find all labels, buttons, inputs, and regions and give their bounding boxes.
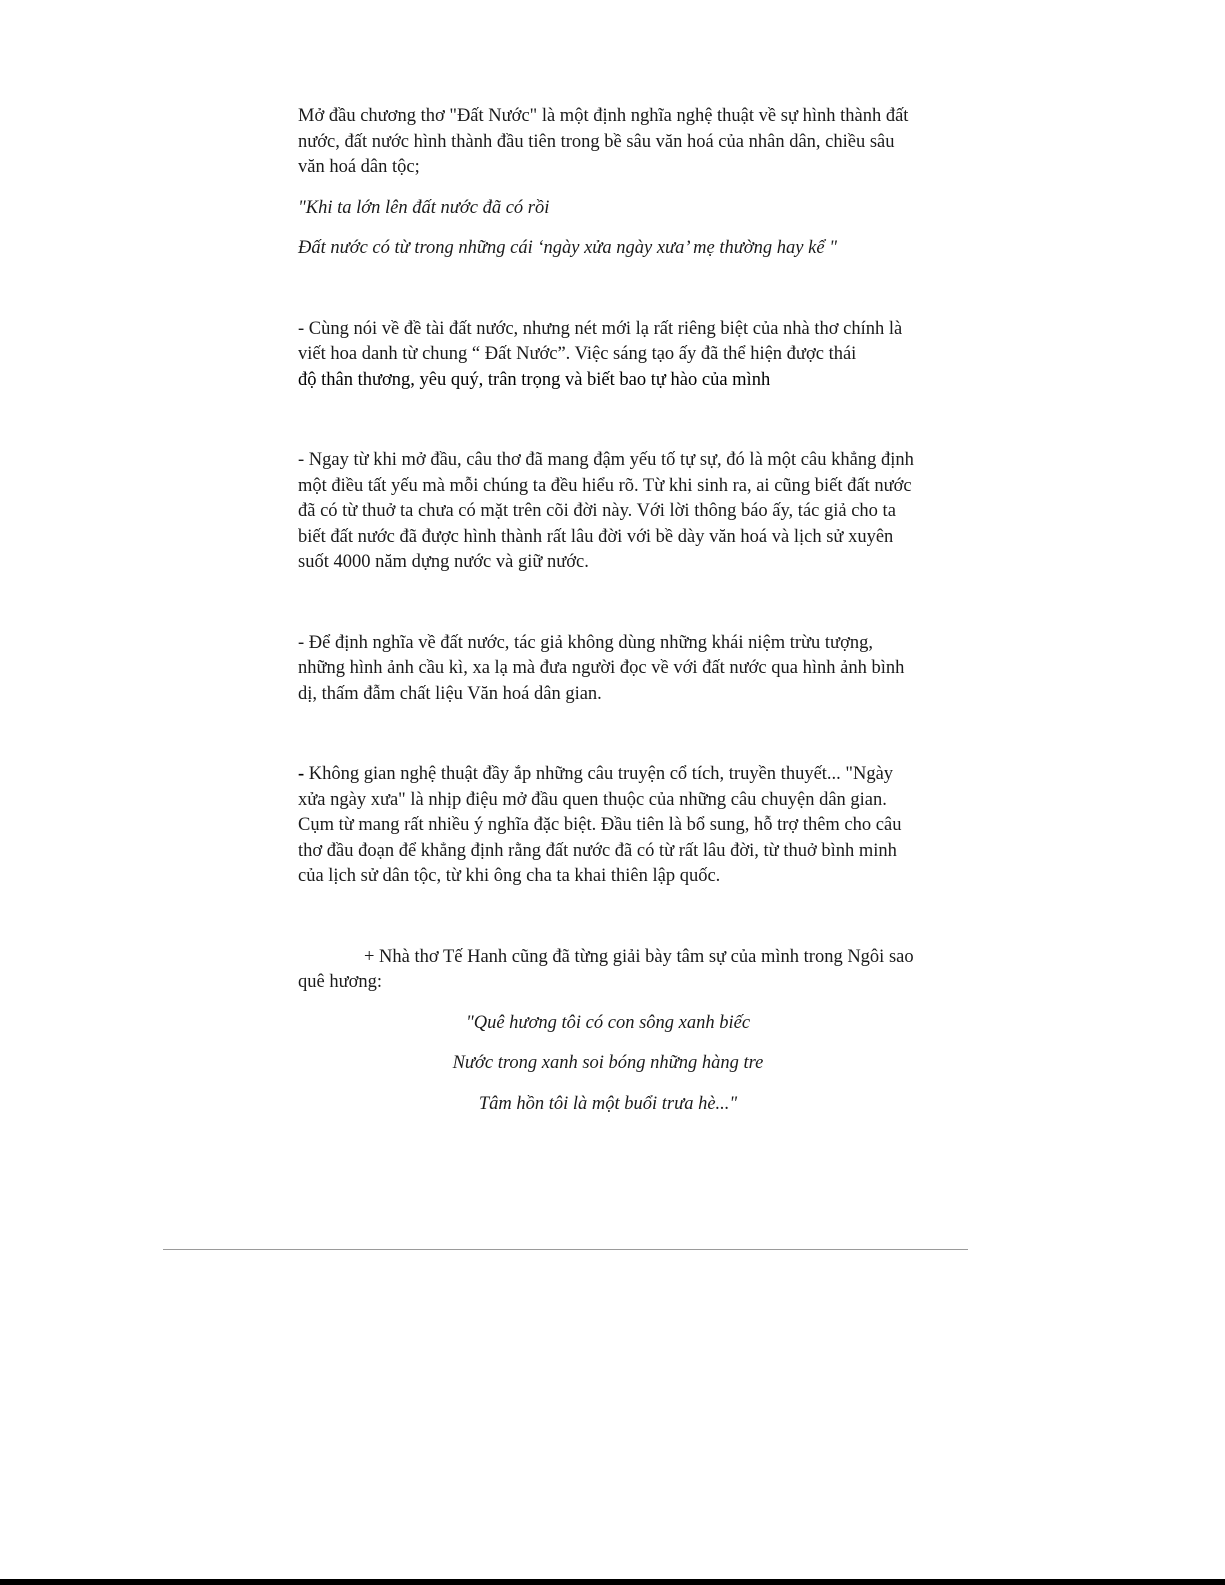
point-paragraph-end: độ thân thương, yêu quý, trân trọng và biết bao tự hào của mình [298,369,771,390]
point-paragraph [298,762,916,890]
document-body [298,104,938,1117]
point-paragraph: + Nhà thơ Tế Hanh cũng đã từng giải bày tâm sự của mình trong Ngôi sao quê hương: [298,946,914,992]
verse-line: "Khi ta lớn lên đất nước đã có rồi [298,197,550,218]
intro-paragraph: Mở đầu chương thơ "Đất Nước" là một định nghĩa nghệ thuật về sự hình thành đất nước, đất nước hình thành đầu tiên trong bề sâu văn hoá của nhân dân, chiều sâu văn hoá dân tộc; [298,106,909,177]
point-paragraph: - Ngay từ khi mở đầu, câu thơ đã mang đậm yếu tố tự sự, đó là một câu khẳng định một điều tất yếu mà mỗi chúng ta đều hiểu rõ. Từ khi sinh ra, ai cũng biết đất nước đã có từ thuở ta chưa có mặt trên cõi đời này. Với lời thông báo ấy, tác giả cho ta biết đất nước đã được hình thành rất lâu đời với bề dày văn hoá và lịch sử xuyên suốt 4000 năm dựng nước và giữ nước. [298,450,914,572]
point-text: Không gian nghệ thuật đầy ắp những câu truyện cổ tích, truyền thuyết... "Ngày xửa ngày xưa" là nhịp điệu mở đầu quen thuộc của những câu chuyện dân gian. Cụm từ mang rất nhiều ý nghĩa đặc biệt. Đầu tiên là bổ sung, hỗ trợ thêm cho câu thơ đầu đoạn để khẳng định rằng đất nước đã có từ rất lâu đời, từ thuở bình minh của lịch sử dân tộc, từ khi ông cha ta khai thiên lập quốc. [298,764,902,886]
bold-dash: - [298,764,305,784]
point-paragraph: - Để định nghĩa về đất nước, tác giả không dùng những khái niệm trừu tượng, những hình ảnh cầu kì, xa lạ mà đưa người đọc về với đất nước qua hình ảnh bình dị, thấm đẫm chất liệu Văn hoá dân gian. [298,632,905,704]
verse-line: Đất nước có từ trong những cái ‘ngày xửa ngày xưa’ mẹ thường hay kể " [298,238,837,258]
bottom-border [0,1579,1225,1585]
page-divider [163,1249,968,1250]
verse-line: Tâm hồn tôi là một buổi trưa hè..." [478,1093,738,1114]
verse-line: "Quê hương tôi có con sông xanh biếc [465,1012,751,1033]
verse-line: Nước trong xanh soi bóng những hàng tre [452,1053,764,1073]
point-paragraph: - Cùng nói về đề tài đất nước, nhưng nét mới lạ rất riêng biệt của nhà thơ chính là viết hoa danh từ chung “ Đất Nước”. Việc sáng tạo ấy đã thể hiện được thái [298,318,903,364]
